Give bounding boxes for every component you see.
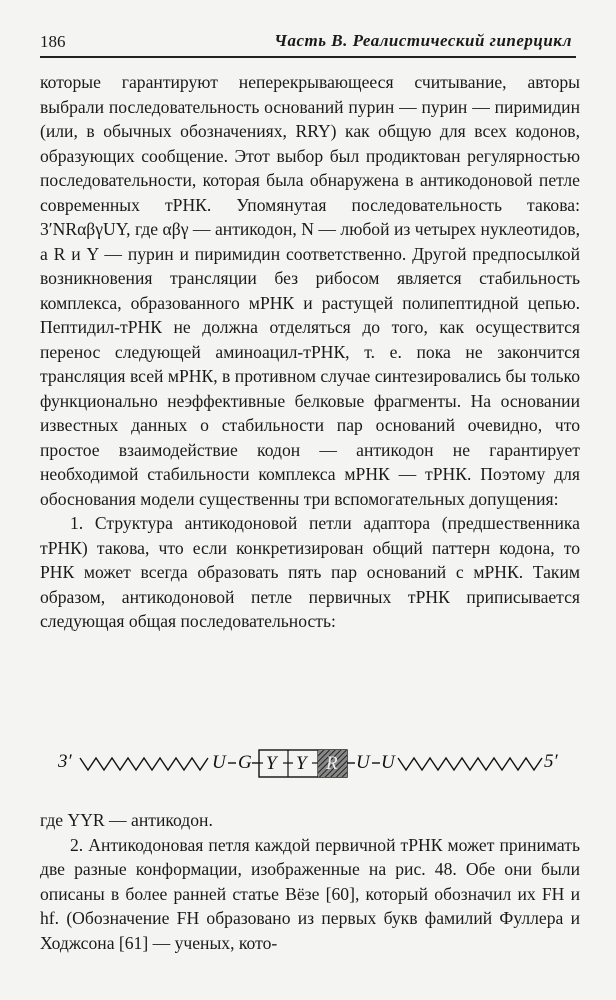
diagram-base-u2: U bbox=[356, 752, 370, 773]
paragraph-assumption-2: 2. Антикодоновая петля каждой первичной тРНК может принимать две разные конформации, изображенные на рис. 48. Обе они были описаны в более ранней статье Вёзе [60], который обозначил их FH и hf. (Обозначение FH образовано из первых букв фамилий Фуллера и Ходжсона [61] — ученых, кото- bbox=[40, 834, 580, 953]
diagram-base-u1: U bbox=[212, 752, 226, 773]
diagram-left-chain bbox=[80, 758, 208, 770]
running-title: Часть В. Реалистический гиперцикл bbox=[274, 31, 572, 50]
diagram-right-chain bbox=[398, 758, 542, 770]
page-header bbox=[40, 30, 576, 58]
paragraph-anticodon-note: где YYR — антикодон. bbox=[40, 810, 213, 830]
paragraph-assumption-1: 1. Структура антикодоновой петли адаптора (предшественника тРНК) такова, что если конкретизирован общий паттерн кодона, то РНК может всегда образовать пять пар оснований с мРНК. Таким образом, антикодоновой петле первичных тРНК приписывается следующая общая последовательность: bbox=[40, 513, 580, 631]
diagram-3prime-label: 3′ bbox=[58, 751, 72, 772]
anticodon-loop-diagram bbox=[52, 744, 572, 794]
diagram-base-u3: U bbox=[381, 752, 395, 773]
main-text bbox=[40, 70, 580, 634]
diagram-base-y1: Y bbox=[266, 753, 277, 774]
paragraph-intro: которые гарантируют неперекрывающееся считывание, авторы выбрали последовательность оснований пурин — пурин — пиримидин (или, в обычных обозначениях, RRY) как общую для всех кодонов, образующих сообщение. Этот выбор был продиктован регулярностью последовательности, которая была обнаружена в антикодоновой петле современных тРНК. Упомянутая последовательность такова: 3′NRαβγUY, где αβγ — антикодон, N — любой из четырех нуклеотидов, а R и Y — пурин и пиримидин соответственно. Другой предпосылкой возникновения трансляции без рибосом является стабильность комплекса, образованного мРНК и растущей полипептидной цепью. Пептидил-тРНК не должна отделяться до того, как осуществится перенос следующей аминоацил-тРНК, т. е. пока не закончится трансляция всей мРНК, в противном случае синтезировались бы только функционально неэффективные белковые фрагменты. На основании известных данных о стабильности пар оснований очевидно, что простое взаимодействие кодон — антикодон не гарантирует необходимой стабильности комплекса мРНК — тРНК. Поэтому для обоснования модели существенны три вспомогательных допущения: bbox=[40, 72, 580, 509]
diagram-base-y2: Y bbox=[296, 753, 307, 774]
main-text-continued bbox=[40, 808, 580, 955]
page-number: 186 bbox=[40, 32, 66, 51]
diagram-base-r: R bbox=[326, 753, 338, 774]
diagram-base-g: G bbox=[238, 752, 252, 773]
diagram-5prime-label: 5′ bbox=[544, 751, 558, 772]
